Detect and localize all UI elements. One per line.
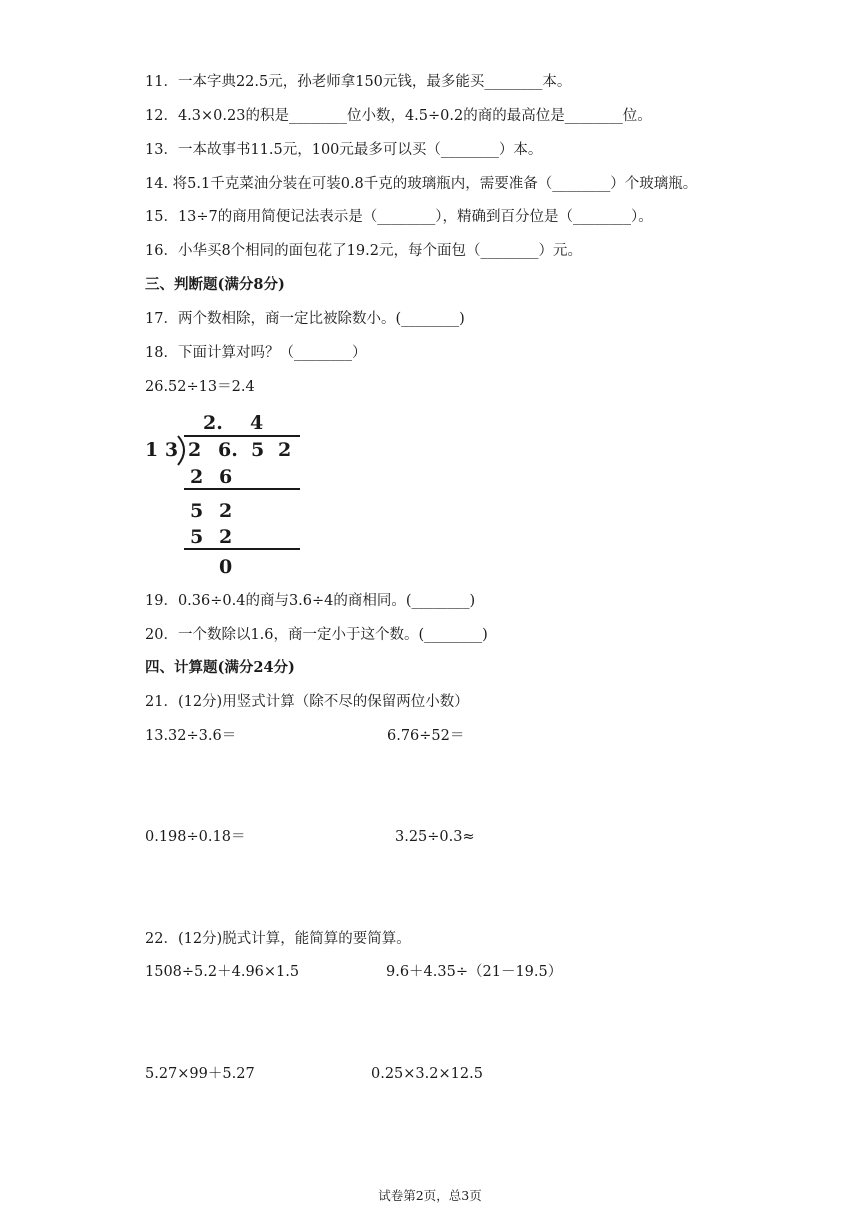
- calc-item: 13.32÷3.6＝: [145, 728, 237, 744]
- step-digit: 2: [219, 526, 233, 548]
- calc-item: 5.27×99＋5.27: [145, 1066, 255, 1082]
- question-19: 19．0.36÷0.4的商与3.6÷4的商相同。(________): [145, 593, 476, 609]
- question-18: 18．下面计算对吗？（________）: [145, 345, 367, 361]
- section-3-heading: 三、判断题(满分8分): [145, 276, 285, 293]
- question-18-expression: 26.52÷13＝2.4: [145, 379, 255, 395]
- divisor: 1 3: [145, 439, 179, 461]
- question-13: 13．一本故事书11.5元，100元最多可以买（________）本。: [145, 142, 543, 158]
- question-22: 22．(12分)脱式计算，能简算的要简算。: [145, 931, 411, 947]
- calc-item: 0.25×3.2×12.5: [371, 1066, 483, 1082]
- question-20: 20．一个数除以1.6，商一定小于这个数。(________): [145, 627, 488, 643]
- remainder: 0: [219, 556, 233, 575]
- long-division-diagram: [140, 405, 310, 575]
- section-4-heading: 四、计算题(满分24分): [145, 659, 295, 676]
- question-11: 11．一本字典22.5元，孙老师拿150元钱，最多能买________本。: [145, 74, 572, 90]
- dividend-digit: 2: [188, 439, 202, 461]
- quotient-digit: 2.: [203, 412, 223, 434]
- question-21: 21．(12分)用竖式计算（除不尽的保留两位小数）: [145, 694, 469, 710]
- dividend-digit: 5: [251, 439, 265, 461]
- calc-item: 6.76÷52＝: [387, 728, 465, 744]
- step-digit: 2: [219, 500, 233, 522]
- calc-item: 1508÷5.2＋4.96×1.5: [145, 964, 300, 980]
- question-16: 16．小华买8个相同的面包花了19.2元，每个面包（________）元。: [145, 243, 582, 259]
- step-digit: 2: [190, 466, 204, 488]
- calc-item: 9.6＋4.35÷（21－19.5）: [386, 964, 563, 980]
- dividend-digit: 2: [278, 439, 292, 461]
- step-digit: 6: [219, 466, 233, 488]
- division-bracket: [178, 436, 184, 465]
- question-17: 17．两个数相除，商一定比被除数小。(________): [145, 311, 465, 327]
- step-digit: 5: [190, 500, 204, 522]
- question-14: 14. 将5.1千克菜油分装在可装0.8千克的玻璃瓶内，需要准备（________）个玻璃瓶。: [145, 176, 698, 192]
- calc-item: 0.198÷0.18＝: [145, 829, 246, 845]
- quotient-digit: 4: [250, 412, 264, 434]
- page-footer: 试卷第2页，总3页: [378, 1188, 482, 1203]
- question-12: 12．4.3×0.23的积是________位小数，4.5÷0.2的商的最高位是________位。: [145, 108, 652, 124]
- dividend-digit: 6.: [218, 439, 238, 461]
- calc-item: 3.25÷0.3≈: [395, 829, 475, 845]
- step-digit: 5: [190, 526, 204, 548]
- question-15: 15．13÷7的商用简便记法表示是（________），精确到百分位是（________）。: [145, 209, 653, 225]
